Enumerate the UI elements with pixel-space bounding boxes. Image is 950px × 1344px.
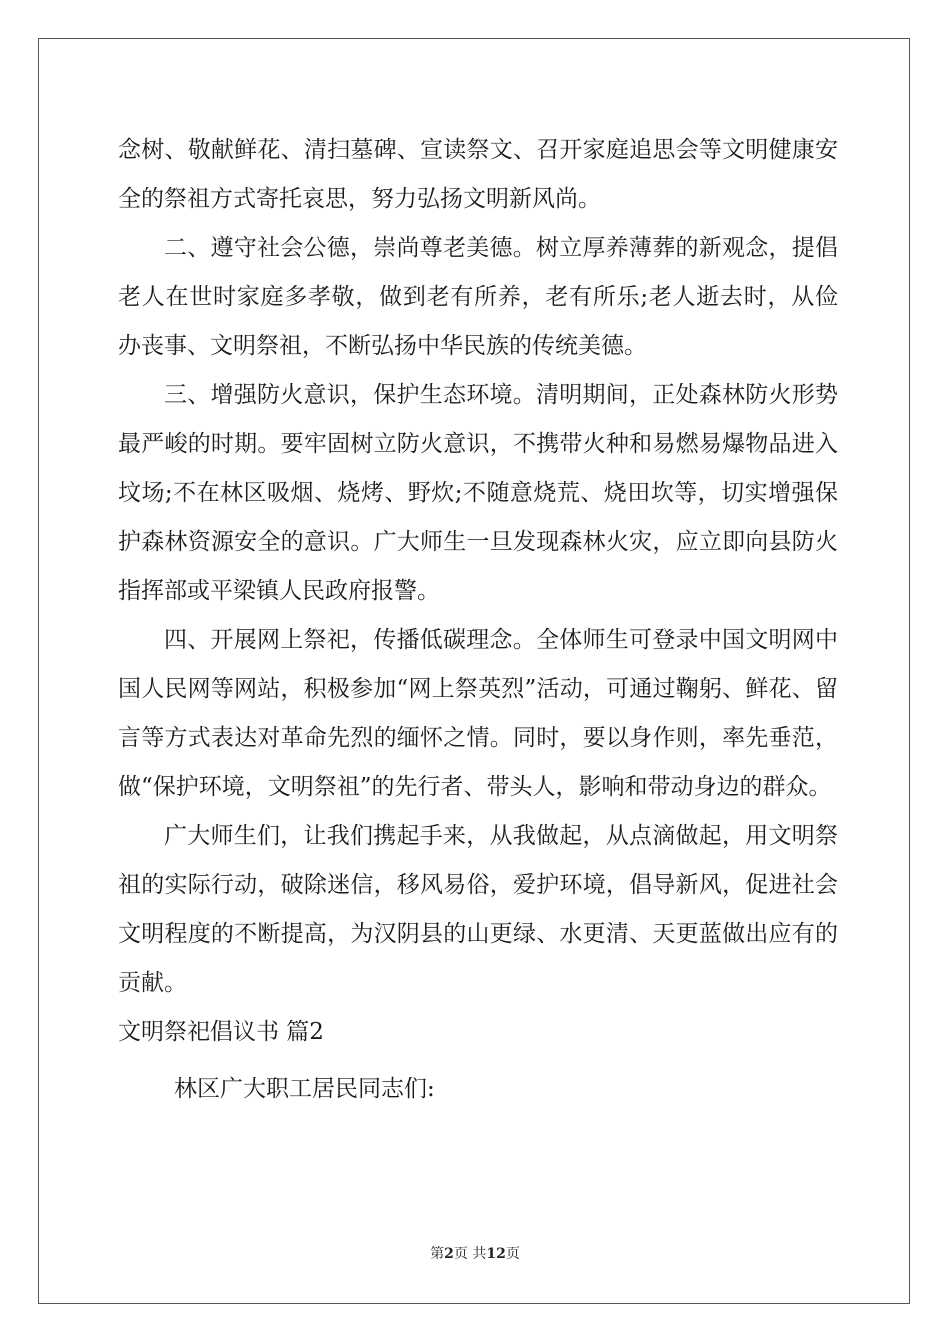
page-footer [0, 1244, 950, 1264]
page-suffix: 页 [505, 1246, 520, 1262]
paragraph-continuation: 念树、敬献鲜花、清扫墓碑、宣读祭文、召开家庭追思会等文明健康安全的祭祖方式寄托哀思，努力弘扬文明新风尚。 [118, 137, 838, 212]
section-heading: 文明祭祀倡议书 篇2 [118, 1019, 324, 1045]
page-prefix: 第 [430, 1246, 445, 1262]
document-body [118, 126, 838, 1115]
page-current-number: 2 [444, 1246, 454, 1262]
salutation: 林区广大职工居民同志们: [174, 1076, 435, 1102]
paragraph-closing: 广大师生们，让我们携起手来，从我做起，从点滴做起，用文明祭祖的实际行动，破除迷信，移风易俗，爱护环境，倡导新风，促进社会文明程度的不断提高，为汉阴县的山更绿、水更清、天更蓝做出应有的贡献。 [118, 823, 838, 996]
paragraph-item-4: 四、开展网上祭祀，传播低碳理念。全体师生可登录中国文明网中国人民网等网站，积极参加“网上祭英烈”活动，可通过鞠躬、鲜花、留言等方式表达对革命先烈的缅怀之情。同时，要以身作则，率先垂范，做“保护环境，文明祭祖”的先行者、带头人，影响和带动身边的群众。 [118, 627, 838, 800]
paragraph-item-3: 三、增强防火意识，保护生态环境。清明期间，正处森林防火形势最严峻的时期。要牢固树立防火意识，不携带火种和易燃易爆物品进入坟场;不在林区吸烟、烧烤、野炊;不随意烧荒、烧田坎等，切实增强保护森林资源安全的意识。广大师生一旦发现森林火灾，应立即向县防火指挥部或平梁镇人民政府报警。 [118, 382, 838, 604]
paragraph-item-2: 二、遵守社会公德，崇尚尊老美德。树立厚养薄葬的新观念，提倡老人在世时家庭多孝敬，做到老有所养，老有所乐;老人逝去时，从俭办丧事、文明祭祖，不断弘扬中华民族的传统美德。 [118, 235, 838, 359]
page-middle-text: 页 共 [453, 1246, 487, 1262]
page-total-number: 12 [486, 1246, 506, 1262]
